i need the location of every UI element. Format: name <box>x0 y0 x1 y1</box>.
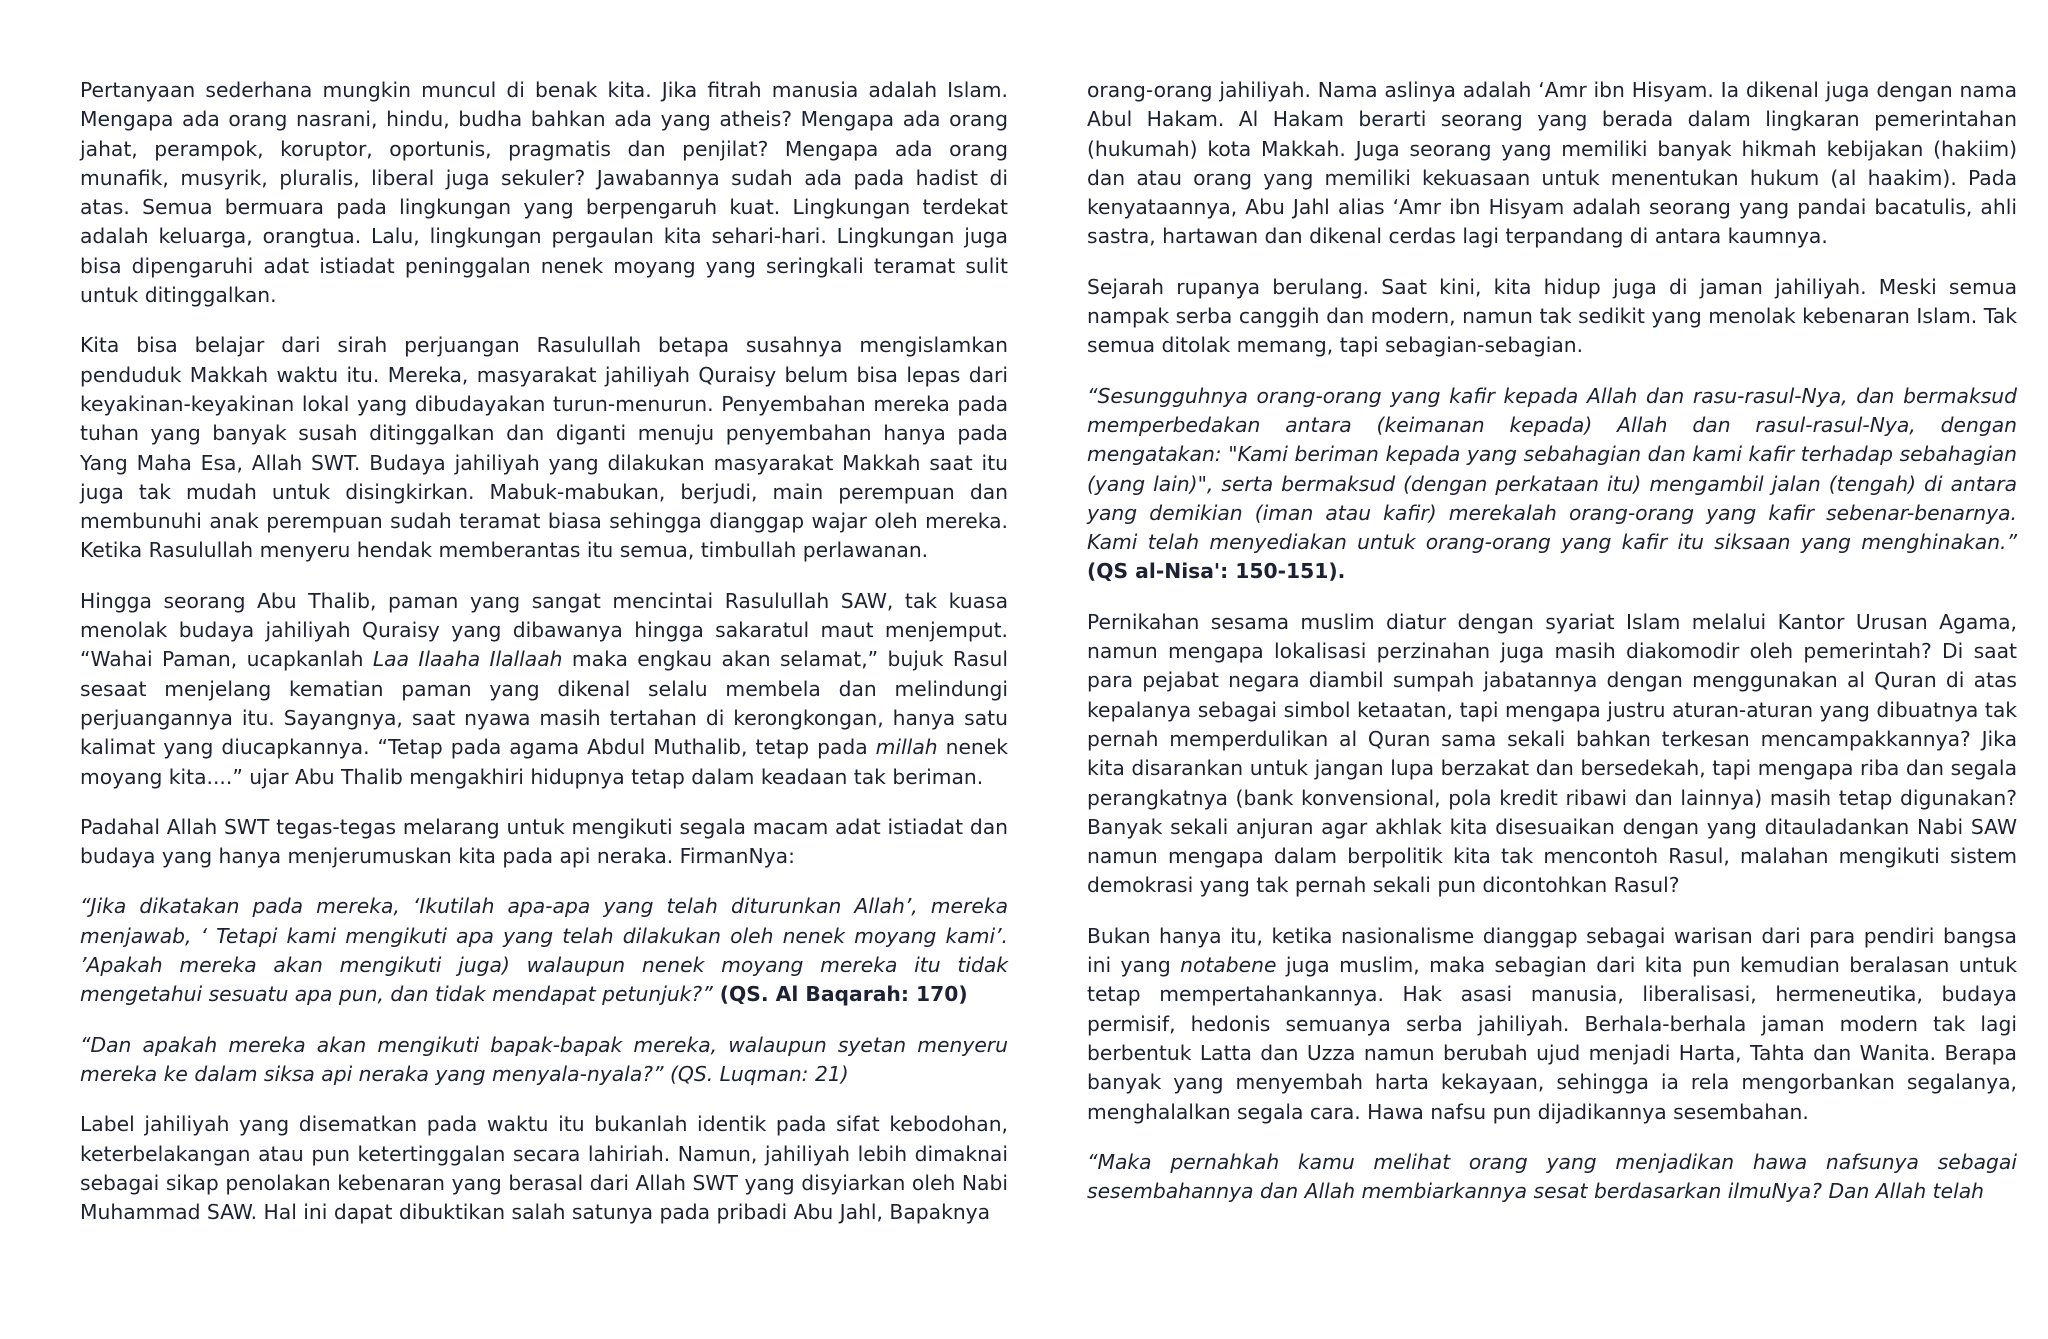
paragraph: Sejarah rupanya berulang. Saat kini, kita hidup juga di jaman jahiliyah. Meski semua nampak serba canggih dan modern, namun tak sedikit yang menolak kebenaran Islam. Tak semua ditolak memang, tapi sebagian-sebagian. <box>1087 274 2017 358</box>
quran-quote <box>80 1031 1008 1090</box>
paragraph: Pernikahan sesama muslim diatur dengan syariat Islam melalui Kantor Urusan Agama, namun mengapa lokalisasi perzinahan juga masih diakomodir oleh pemerintah? Di saat para pejabat negara diambil sumpah jabatannya dengan menggunakan al Quran di atas kepalanya sebagai simbol ketaatan, tapi mengapa justru aturan-aturan yang dibuatnya tak pernah memperdulikan al Quran sama sekali bahkan terkesan mencampakkannya? Jika kita disarankan untuk jangan lupa berzakat dan bersedekah, tapi mengapa riba dan segala perangkatnya (bank konvensional, pola kredit ribawi dan lainnya) masih tetap digunakan? Banyak sekali anjuran agar akhlak kita disesuaikan dengan yang ditauladankan Nabi SAW namun mengapa dalam berpolitik kita tak mencontoh Rasul, malahan mengikuti sistem demokrasi yang tak pernah sekali pun dicontohkan Rasul? <box>1087 609 2017 898</box>
quran-quote <box>80 892 1008 1009</box>
paragraph: Padahal Allah SWT tegas-tegas melarang untuk mengikuti segala macam adat istiadat dan budaya yang hanya menjerumuskan kita pada api neraka. FirmanNya: <box>80 814 1008 869</box>
quran-quote: “Maka pernahkah kamu melihat orang yang menjadikan hawa nafsunya sebagai sesembahannya dan Allah membiarkannya sesat berdasarkan ilmuNya? Dan Allah telah <box>1087 1149 2017 1204</box>
left-column <box>80 76 1008 1248</box>
italic-term: Laa Ilaaha Ilallaah <box>372 647 563 672</box>
quote-reference: (QS. Al Baqarah: 170) <box>712 982 968 1007</box>
right-column <box>1087 76 2017 1227</box>
quran-quote <box>1087 382 2017 587</box>
text-span: Hingga seorang Abu Thalib, paman yang sangat mencintai Rasulullah SAW, tak kuasa menolak budaya jahiliyah Quraisy yang dibawanya hingga sakaratul maut menjemput. “Wahai Paman, ucapkanlah <box>80 588 1008 672</box>
quote-text: “Jika dikatakan pada mereka, ‘Ikutilah apa-apa yang telah diturunkan Allah’, mereka menjawab, ‘ Tetapi kami mengikuti apa yang telah dilakukan oleh nenek moyang kami’. ’Apakah mereka akan mengikuti juga) walaupun nenek moyang mereka itu tidak mengetahui sesuatu apa pun, dan tidak mendapat petunjuk?” <box>80 894 1008 1007</box>
text-span: juga muslim, maka sebagian dari kita pun kemudian beralasan untuk tetap mempertahankannya. Hak asasi manusia, liberalisasi, hermeneutika, budaya permisif, hedonis semuanya serba jahiliyah. Berhala-berhala jaman modern tak lagi berbentuk Latta dan Uzza namun berubah ujud menjadi Harta, Tahta dan Wanita. Berapa banyak yang menyembah harta kekayaan, sehingga ia rela mengorbankan segalanya, menghalalkan segala cara. Hawa nafsu pun dijadikannya sesembahan. <box>1087 953 2017 1124</box>
paragraph <box>80 587 1008 792</box>
paragraph <box>1087 922 2017 1127</box>
paragraph: Kita bisa belajar dari sirah perjuangan Rasulullah betapa susahnya mengislamkan penduduk Makkah waktu itu. Mereka, masyarakat jahiliyah Quraisy belum bisa lepas dari keyakinan-keyakinan lokal yang dibudayakan turun-menurun. Penyembahan mereka pada tuhan yang banyak susah ditinggalkan dan diganti menuju penyembahan hanya pada Yang Maha Esa, Allah SWT. Budaya jahiliyah yang dilakukan masyarakat Makkah saat itu juga tak mudah untuk disingkirkan. Mabuk-mabukan, berjudi, main perempuan dan membunuhi anak perempuan sudah teramat biasa sehingga dianggap wajar oleh mereka. Ketika Rasulullah menyeru hendak memberantas itu semua, timbullah perlawanan. <box>80 333 1008 563</box>
quote-text: “Sesungguhnya orang-orang yang kafir kepada Allah dan rasu-rasul-Nya, dan bermaksud memperbedakan antara (keimanan kepada) Allah dan rasul-rasul-Nya, dengan mengatakan: "Kami beriman kepada yang sebahagian dan kami kafir terhadap sebahagian (yang lain)", serta bermaksud (dengan perkataan itu) mengambil jalan (tengah) di antara yang demikian (iman atau kafir) merekalah orang-orang yang kafir sebenar-benarnya. Kami telah menyediakan untuk orang-orang yang kafir itu siksaan yang menghinakan.” <box>1087 383 2017 555</box>
paragraph: Pertanyaan sederhana mungkin muncul di benak kita. Jika fitrah manusia adalah Islam. Mengapa ada orang nasrani, hindu, budha bahkan ada yang atheis? Mengapa ada orang jahat, perampok, koruptor, oportunis, pragmatis dan penjilat? Mengapa ada orang munafik, musyrik, pluralis, liberal juga sekuler? Jawabannya sudah ada pada hadist di atas. Semua bermuara pada lingkungan yang berpengaruh kuat. Lingkungan terdekat adalah keluarga, orangtua. Lalu, lingkungan pergaulan kita sehari-hari. Lingkungan juga bisa dipengaruhi adat istiadat peninggalan nenek moyang yang seringkali teramat sulit untuk ditinggalkan. <box>80 78 1008 308</box>
quote-reference: (QS. Luqman: 21) <box>663 1061 849 1086</box>
text-span: maka engkau akan selamat,” bujuk Rasul sesaat menjelang kematian paman yang dikenal selalu membela dan melindungi perjuangannya itu. Sayangnya, saat nyawa masih tertahan di kerongkongan, hanya satu kalimat yang diucapkannya. “Tetap pada agama Abdul Muthalib, tetap pada <box>80 647 1008 760</box>
paragraph: orang-orang jahiliyah. Nama aslinya adalah ‘Amr ibn Hisyam. Ia dikenal juga dengan nama Abul Hakam. Al Hakam berarti seorang yang berada dalam lingkaran pemerintahan (hukumah) kota Makkah. Juga seorang yang memiliki banyak hikmah kebijakan (hakiim) dan atau orang yang memiliki kekuasaan untuk menentukan hukum (al haakim). Pada kenyataannya, Abu Jahl alias ‘Amr ibn Hisyam adalah seorang yang pandai bacatulis, ahli sastra, hartawan dan dikenal cerdas lagi terpandang di antara kaumnya. <box>1087 78 2017 249</box>
text-span: Bukan hanya itu, ketika nasionalisme dianggap sebagai warisan dari para pendiri bangsa ini yang <box>1087 923 2017 978</box>
text-span: nenek moyang kita....” ujar Abu Thalib mengakhiri hidupnya tetap dalam keadaan tak beriman. <box>80 735 1008 789</box>
quote-reference: (QS al-Nisa': 150-151). <box>1087 559 1346 584</box>
quote-text: “Dan apakah mereka akan mengikuti bapak-bapak mereka, walaupun syetan menyeru mereka ke dalam siksa api neraka yang menyala-nyala?” <box>80 1032 1008 1086</box>
italic-term: millah <box>875 735 938 760</box>
italic-term: notabene <box>1180 953 1277 978</box>
paragraph: Label jahiliyah yang disematkan pada waktu itu bukanlah identik pada sifat kebodohan, keterbelakangan atau pun ketertinggalan secara lahiriah. Namun, jahiliyah lebih dimaknai sebagai sikap penolakan kebenaran yang berasal dari Allah SWT yang disyiarkan oleh Nabi Muhammad SAW. Hal ini dapat dibuktikan salah satunya pada pribadi Abu Jahl, Bapaknya <box>80 1112 1008 1225</box>
